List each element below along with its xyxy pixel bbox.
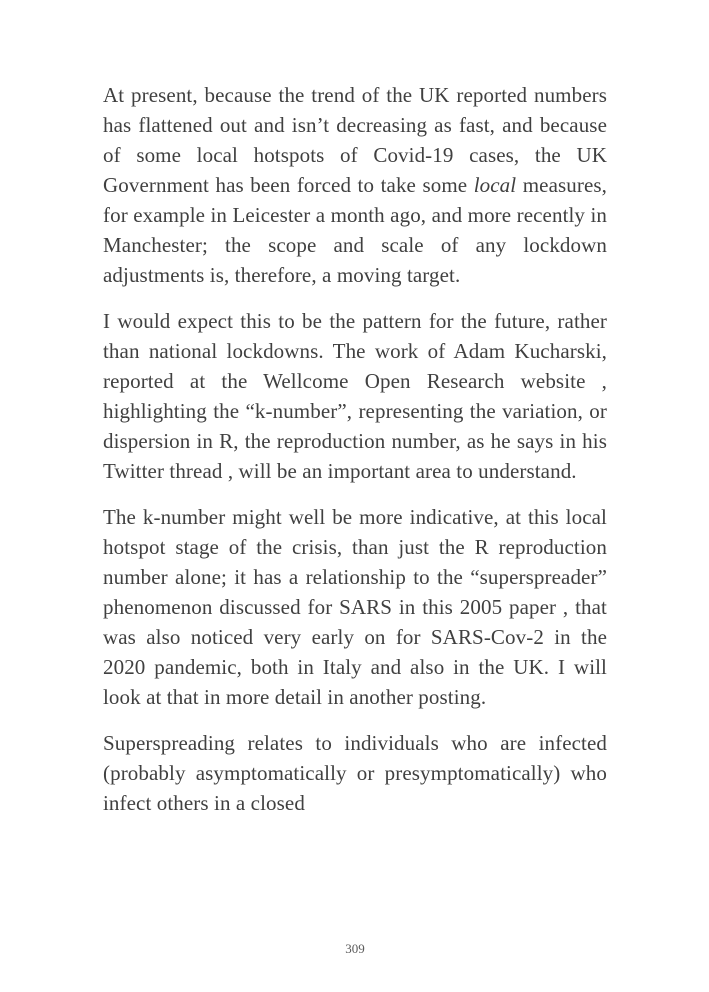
paragraph-2: I would expect this to be the pattern for the future, rather than national lockdowns. The work of Adam Kucharski, reported at the Wellcome Open Research website , highlighting the “k-number”, representing the variation, or dispersion in R, the reproduction number, as he says in his Twitter thread , will be an important area to understand. (103, 309, 607, 483)
paragraph-3: The k-number might well be more indicative, at this local hotspot stage of the crisis, than just the R reproduction number alone; it has a relationship to the “superspreader” phenomenon discussed for SARS in this 2005 paper , that was also noticed very early on for SARS-Cov-2 in the 2020 pandemic, both in Italy and also in the UK. I will look at that in more detail in another posting. (103, 505, 607, 709)
page-body-text (103, 80, 607, 834)
paragraph-1-italic-word: local (473, 173, 517, 197)
paragraph-1 (103, 80, 607, 290)
paragraph-1-text-start: At present, because the trend of the UK reported numbers has flattened out and isn’t decreasing as fast, and because of some local hotspots of Covid-19 cases, the UK Government has been forced to take some (103, 83, 607, 197)
paragraph-4: Superspreading relates to individuals who are infected (probably asymptomatically or presymptomatically) who infect others in a closed (103, 731, 607, 815)
paragraph-1-text-end: measures, for example in Leicester a month ago, and more recently in Manchester; the scope and scale of any lockdown adjustments is, therefore, a moving target. (103, 173, 607, 287)
page-number: 309 (345, 941, 365, 956)
